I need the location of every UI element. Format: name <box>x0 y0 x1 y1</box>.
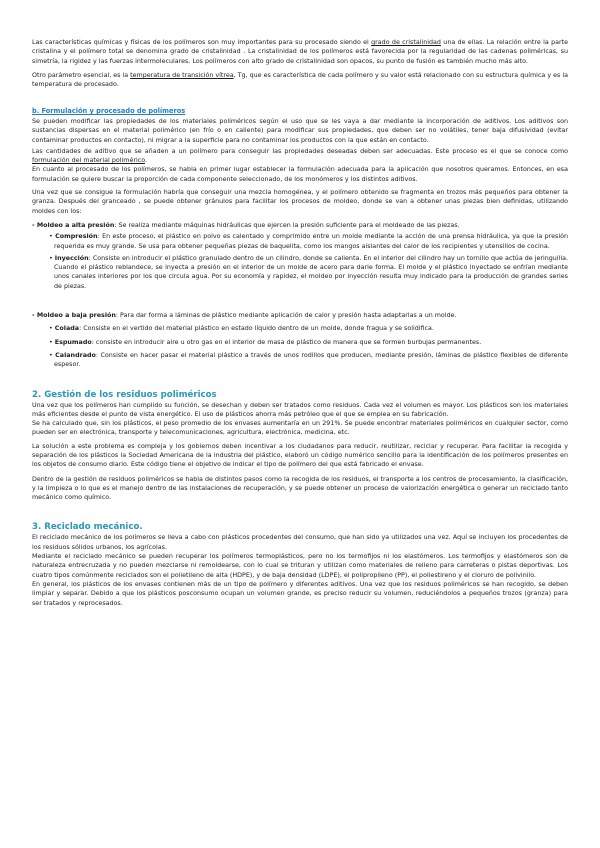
moldeo-alta-presion: - Moldeo a alta presión: Se realiza mediante máquinas hidráulicas que ejercen la presión suficiente para el moldeado de las piezas. <box>32 221 460 229</box>
link-temperatura-transicion[interactable]: temperatura de transición vítrea <box>130 71 234 79</box>
intro-paragraph-2: Otro parámetro esencial, es la temperatura de transición vítrea, Tg, que es característica de cada polímero y su valor está relacionado con su estructura química y es la temperatura de procesado. <box>32 71 568 89</box>
document-page <box>32 38 568 608</box>
link-formulacion[interactable]: formulación del material polimérico <box>32 157 145 165</box>
bullet-espumado: • Espumado: consiste en introducir aire u otro gas en el interior de masa de plástico de manera que se formen burbujas permanentes. <box>49 338 482 346</box>
bullet-calandrado: • Calandrado: Consiste en hacer pasar el material plástico a través de unos rodillos que producen, mediante presión, láminas de plástico flexibles de diferente espesor. <box>49 351 568 369</box>
bullet-inyeccion: • Inyección: Consiste en introducir el plástico granulado dentro de un cilindro, donde se calienta. En el interior del cilindro hay un tornillo que actúa de jeringuilla. Cuando el plástico reblandece, se inyecta a presión en el interior de un molde de acero para darle forma. El molde y el plástico inyectado se enfrían mediante unos canales interiores por los que circula agua. Por su economía y rapidez, el moldeo por inyección resulta muy indicado para la producción de grandes series de piezas. <box>49 254 568 290</box>
section-b-paragraph-1: Se pueden modificar las propiedades de los materiales poliméricos según el uso que se les vaya a dar mediante la incorporación de aditivos. Los aditivos son sustancias dispersas en el material polimérico (en frío o en caliente) para modificar sus propiedades, que deben ser no volátiles, tener baja difusividad (evitar contaminar productos en contacto), ni migrar a la superficie para no contaminar los productos con la que están en contacto. <box>32 117 568 144</box>
bullet-colada: • Colada: Consiste en el vertido del material plástico en estado líquido dentro de un molde, donde fragua y se solidifica. <box>49 325 434 333</box>
section-b-paragraph-4: Una vez que se consigue la formulación habría que conseguir una mezcla homogénea, y el polímero obtenido se fragmenta en trozos más pequeños para obtener la granza. Después del granceado , se puede obtener gránulos para facilitar los procesos de moldeo, donde se van a obtener unas piezas bien definidas, utilizando moldes con los: <box>32 189 568 215</box>
section-3-paragraph-3: En general, los plásticos de los envases contienen más de un tipo de polímero y diferentes aditivos. Una vez que los residuos poliméricos se han recogido, se deben limpiar y separar. Debido a que los plásticos posconsumo ocupan un volumen grande, es preciso reducir su volumen, reduciéndolos a pequeños trozos (granza) para ser tratados y reprocesados. <box>32 580 568 607</box>
section-2-paragraph-1: Una vez que los polímeros han cumplido su función, se desechan y deben ser tratados como residuos. Cada vez el volumen es mayor. Los plásticos son los materiales más eficientes desde el punto de vista energético. El uso de plásticos ahorra más petróleo que el que se emplea en su fabricación. <box>32 401 568 418</box>
intro-paragraph-1: Las características químicas y físicas de los polímeros son muy importantes para su procesado siendo el grado de cristalinidad una de ellas. La relación entre la parte cristalina y el polímero total se denomina grado de cristalinidad . La cristalinidad de los polímeros está favorecida por la regularidad de las cadenas poliméricas, su simetría, la rigidez y las fuerzas intermoleculares. Los polímeros con alto grado de cristalinidad son opacos, su punto de fusión es también mucho más alto. <box>32 39 569 65</box>
section-2-paragraph-3: La solución a este problema es compleja y los gobiernos deben incentivar a los ciudadanos para reducir, reutilizar, reciclar y recuperar. Para facilitar la recogida y separación de los plásticos la Sociedad Americana de la industria del plástico, elaboró un código numérico sencillo para la identificación de los polímeros presentes en los objetos de consumo diario. Este código tiene el objetivo de indicar el tipo de polímero del que está fabricado el envase. <box>32 442 568 469</box>
section-3-heading: 3. Reciclado mecánico. <box>32 522 143 533</box>
section-b-paragraph-3: En cuanto al procesado de los polímeros, se habla en primer lugar establecer la formulación adecuada para la aplicación que nosotros queramos. Entonces, en esa formulación se quiere buscar la proporción de cada componente seleccionado, de los monómeros y los distintos aditivos. <box>32 166 568 183</box>
section-3-paragraph-2: Mediante el reciclado mecánico se pueden recuperar los polímeros termoplásticos, pero no los termofijos ni los elastómeros. Los termofijos y elastómeros son de naturaleza entrecruzada y no pueden mezclarse ni remoldearse, con lo cual se trituran y utilizan como materiales de relleno para carreteras o pistas deportivas. Los cuatro tipos comúnmente reciclados son el polietileno de alta (HDPE), y de baja densidad (LDPE), el polipropileno (PP), el poliestireno y el cloruro de polivinilo. <box>32 553 568 579</box>
section-b-heading[interactable]: b. Formulación y procesado de polímeros <box>32 107 186 116</box>
section-2-paragraph-2: Se ha calculado que, sin los plásticos, el peso promedio de los envases aumentaría en un 291%. Se puede encontrar materiales poliméricos en cualquier sector, como pueden ser en electrónica, transporte y telecomunicaciones, agricultura, electrónica, medicina, etc. <box>32 420 568 437</box>
section-3-paragraph-1: El reciclado mecánico de los polímeros se lleva a cabo con plásticos procedentes del consumo, que han sido ya utilizados una vez. Aquí se incluyen los procedentes de los residuos sólidos urbanos, los agrícolas. <box>32 534 568 551</box>
bullet-compresion: • Compresión: En este proceso, el plástico en polvo es calentado y comprimido entre un molde mediante la acción de una prensa hidráulica, ya que la presión requerida es muy grande. Se usa para obtener pequeñas piezas de baquelita, como los mangos aislantes del calor de los recipientes y utensilios de cocina. <box>49 233 568 250</box>
section-2-heading: 2. Gestión de los residuos poliméricos <box>32 389 217 400</box>
section-b-paragraph-2: Las cantidades de aditivo que se añaden a un polímero para conseguir las propiedades deseadas deben ser adecuadas. Este proceso es el que se conoce como formulación del material polimérico. <box>32 147 568 165</box>
link-grado-cristalinidad[interactable]: grado de cristalinidad <box>371 39 441 46</box>
section-2-paragraph-4: Dentro de la gestión de residuos poliméricos se habla de distintos pasos como la recogida de los residuos, el transporte a los centros de procesamiento, la clasificación, y la limpieza o lo que es el manejo dentro de las instalaciones de recuperación, y se puede obtener un proceso de valorización energética o generar un reciclado tanto mecánico como químico. <box>32 475 568 502</box>
moldeo-baja-presion: - Moldeo a baja presión: Para dar forma a láminas de plástico mediante aplicación de calor y presión hasta adaptarlas a un molde. <box>32 312 457 320</box>
